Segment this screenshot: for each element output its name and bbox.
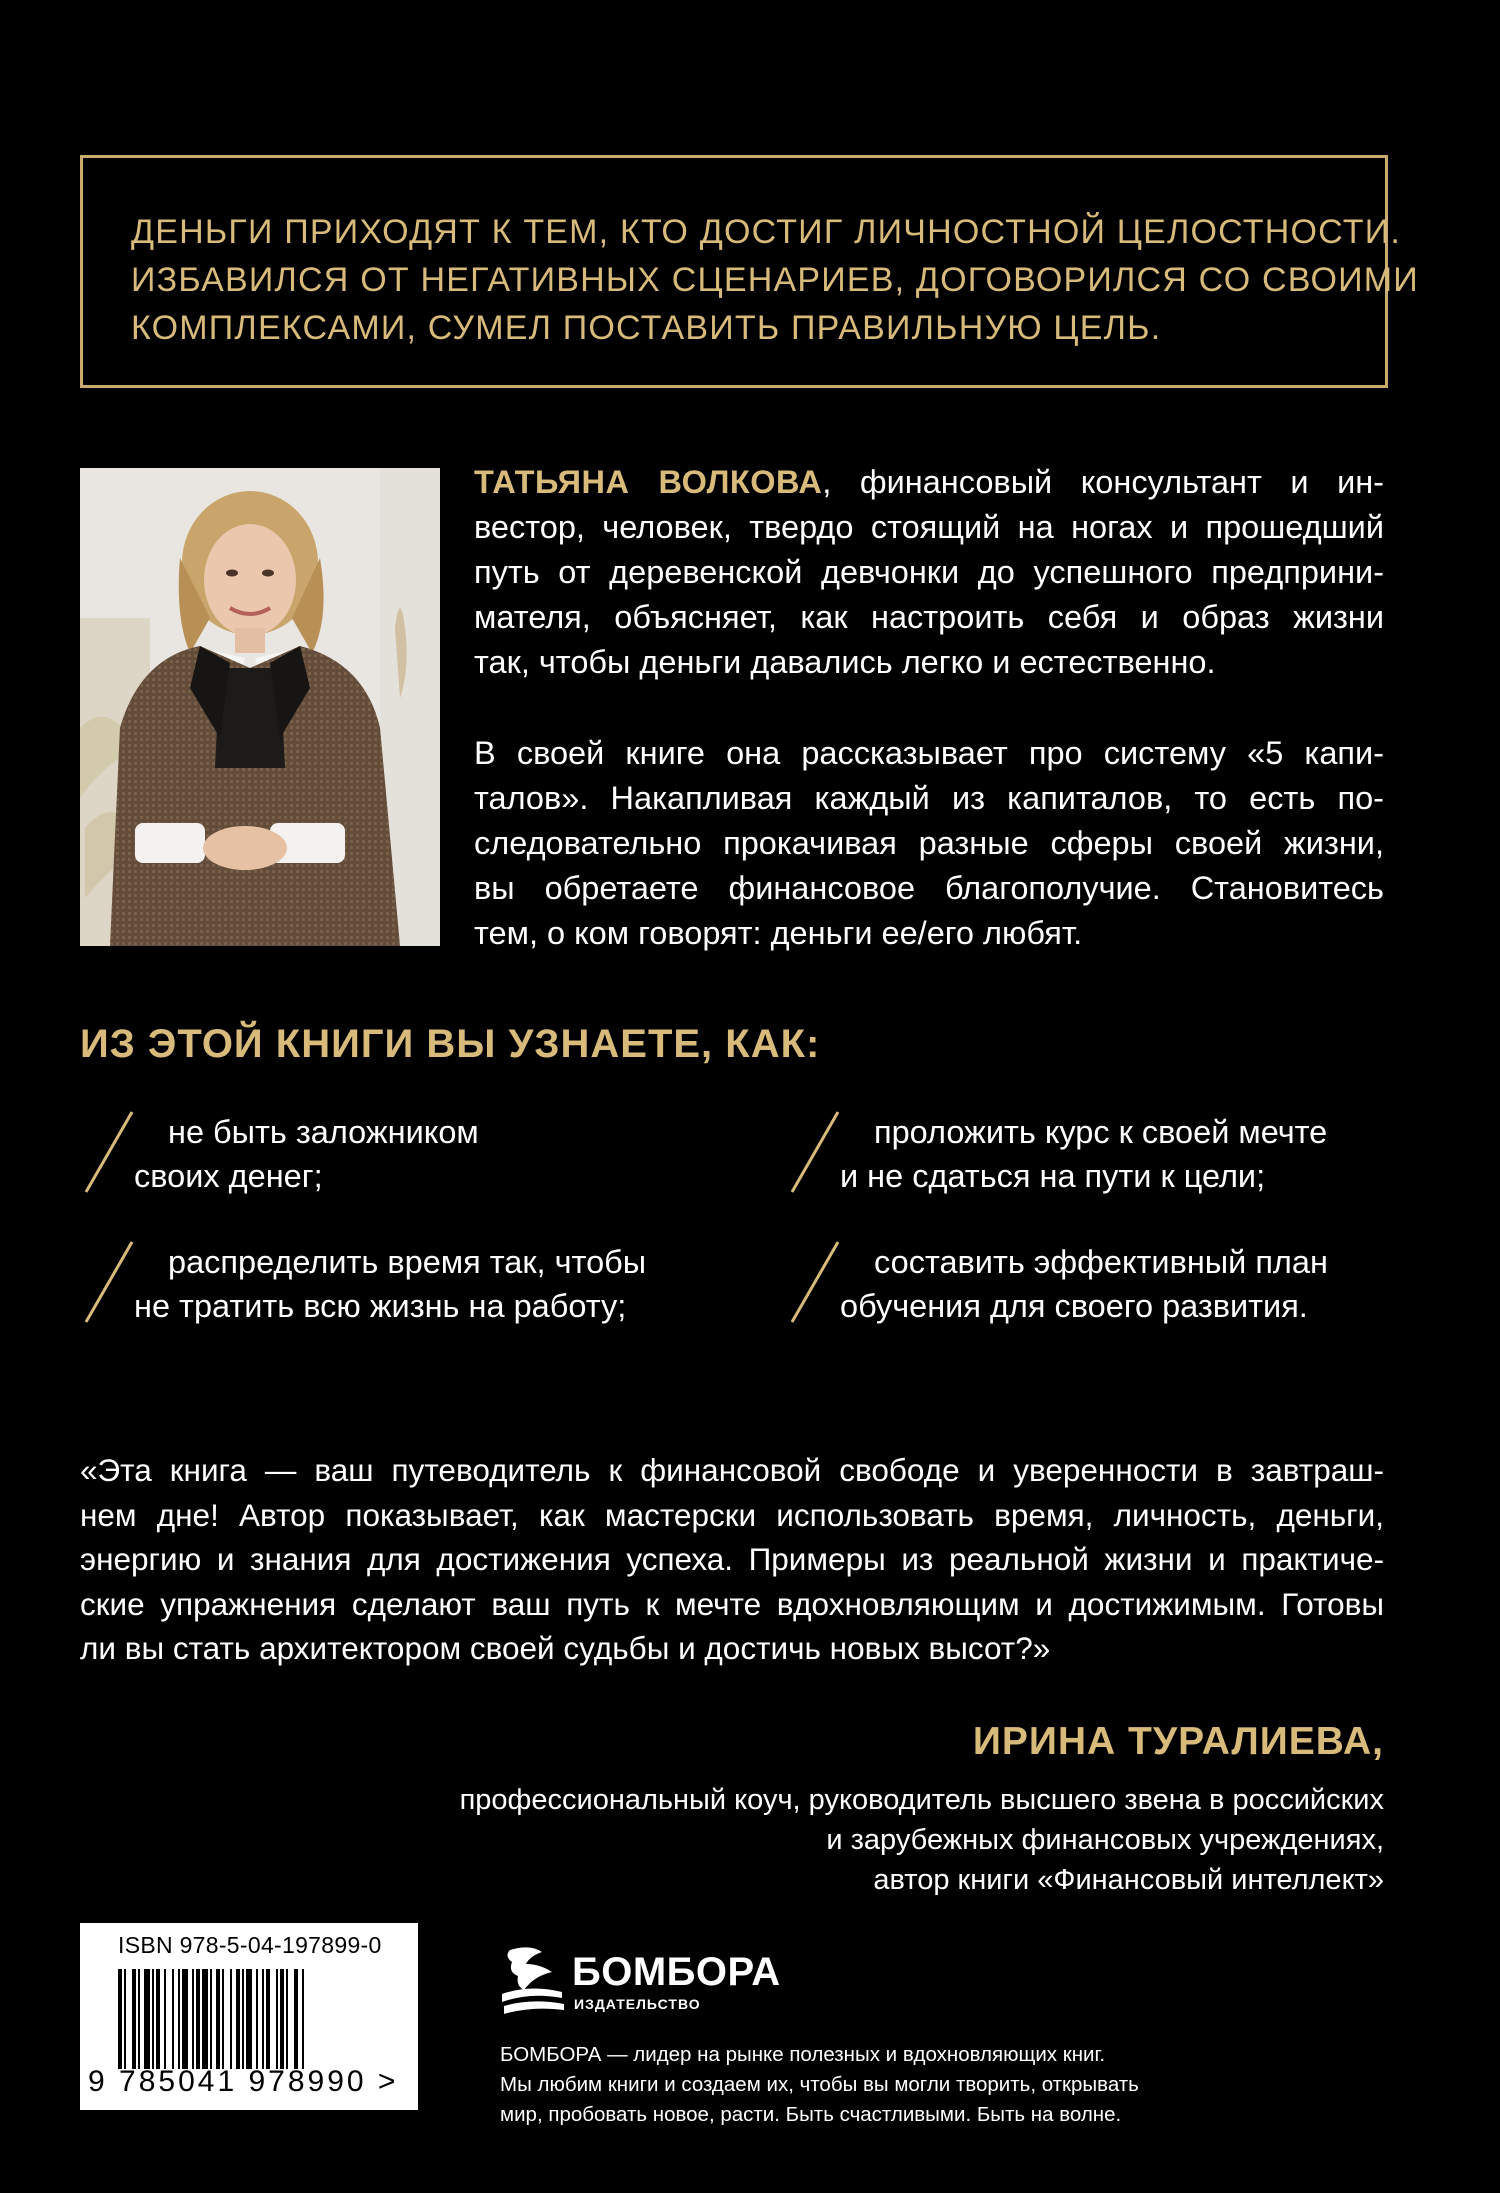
author-line-4: мателя, объясняет, как настроить себя и образ жизни [474,599,1384,635]
slash-icon [80,1240,140,1324]
quote-line-3: КОМПЛЕКСАМИ, СУМЕЛ ПОСТАВИТЬ ПРАВИЛЬНУЮ ЦЕЛЬ. [131,309,1162,347]
slash-icon [786,1110,846,1194]
quote-line-1: ДЕНЬГИ ПРИХОДЯТ К ТЕМ, КТО ДОСТИГ ЛИЧНОСТНОЙ ЦЕЛОСТНОСТИ. [131,213,1402,251]
book-line-3: следовательно прокачивая разные сферы своей жизни, [474,825,1384,861]
author-description [474,460,1384,956]
slash-icon [786,1240,846,1324]
learn-section-title: ИЗ ЭТОЙ КНИГИ ВЫ УЗНАЕТЕ, КАК: [80,1022,821,1066]
author-line-2: вестор, человек, твердо стоящий на ногах и прошедший [474,509,1384,545]
author-photo [80,468,440,946]
review-line-3: энергию и знания для достижения успеха. Примеры из реальной жизни и практиче- [80,1541,1384,1577]
learn-item: проложить курс к своей мечте и не сдаться на пути к цели; [786,1110,1406,1200]
quote-line-2: ИЗБАВИЛСЯ ОТ НЕГАТИВНЫХ СЦЕНАРИЕВ, ДОГОВОРИЛСЯ СО СВОИМИ [131,261,1419,299]
review-line-2: нем дне! Автор показывает, как мастерски использовать время, личность, деньги, [80,1496,1384,1533]
publisher-subtitle: ИЗДАТЕЛЬСТВО [574,1996,701,2012]
author-name: ТАТЬЯНА ВОЛКОВА [474,464,823,500]
reviewer-description: профессиональный коуч, руководитель высшего звена в российских и зарубежных финансовых учреждениях, автор книги «Финансовый интеллект» [459,1784,1384,1896]
book-line-2: талов». Накапливая каждый из капиталов, то есть по- [474,780,1384,816]
learn-item: распределить время так, чтобы не тратить всю жизнь на работу; [80,1240,700,1330]
review-line-1: «Эта книга — ваш путеводитель к финансовой свободе и уверенности в завтраш- [80,1452,1384,1488]
author-line-3: путь от деревенской девчонки до успешного предприни- [474,554,1384,590]
publisher-name: БОМБОРА [572,1950,781,1994]
review-line-5: ли вы стать архитектором своей судьбы и достичь новых высот?» [80,1630,1051,1666]
review-quote [80,1448,1384,1671]
slash-icon [80,1110,140,1194]
author-line-1: ТАТЬЯНА ВОЛКОВА, финансовый консультант и ин- [474,464,1384,500]
publisher-description: БОМБОРА — лидер на рынке полезных и вдохновляющих книг. Мы любим книги и создаем их, чтобы вы могли творить, открывать мир, пробовать новое, расти. Быть счастливыми. Быть на волне. [500,2043,1139,2126]
book-line-5: тем, о ком говорят: деньги ее/его любят. [474,915,1083,951]
isbn-barcode [80,1923,418,2110]
barcode-digits: 9 785041 978990 > [88,2065,399,2098]
learn-item: составить эффективный план обучения для своего развития. [786,1240,1406,1330]
book-line-4: вы обретаете финансовое благополучие. Становитесь [474,870,1384,906]
learn-item: не быть заложником своих денег; [80,1110,700,1200]
author-portrait-illustration [80,468,440,946]
quote-frame [80,155,1419,388]
book-line-1: В своей книге она рассказывает про систему «5 капи- [474,735,1384,771]
review-line-4: ские упражнения сделают ваш путь к мечте вдохновляющим и достижимым. Готовы [80,1585,1384,1622]
reviewer-name: ИРИНА ТУРАЛИЕВА, [972,1720,1384,1763]
isbn-number: ISBN 978-5-04-197899-0 [118,1932,382,1958]
barcode-bars [118,1969,380,2069]
author-line-5: так, чтобы деньги давались легко и естественно. [474,644,1216,680]
